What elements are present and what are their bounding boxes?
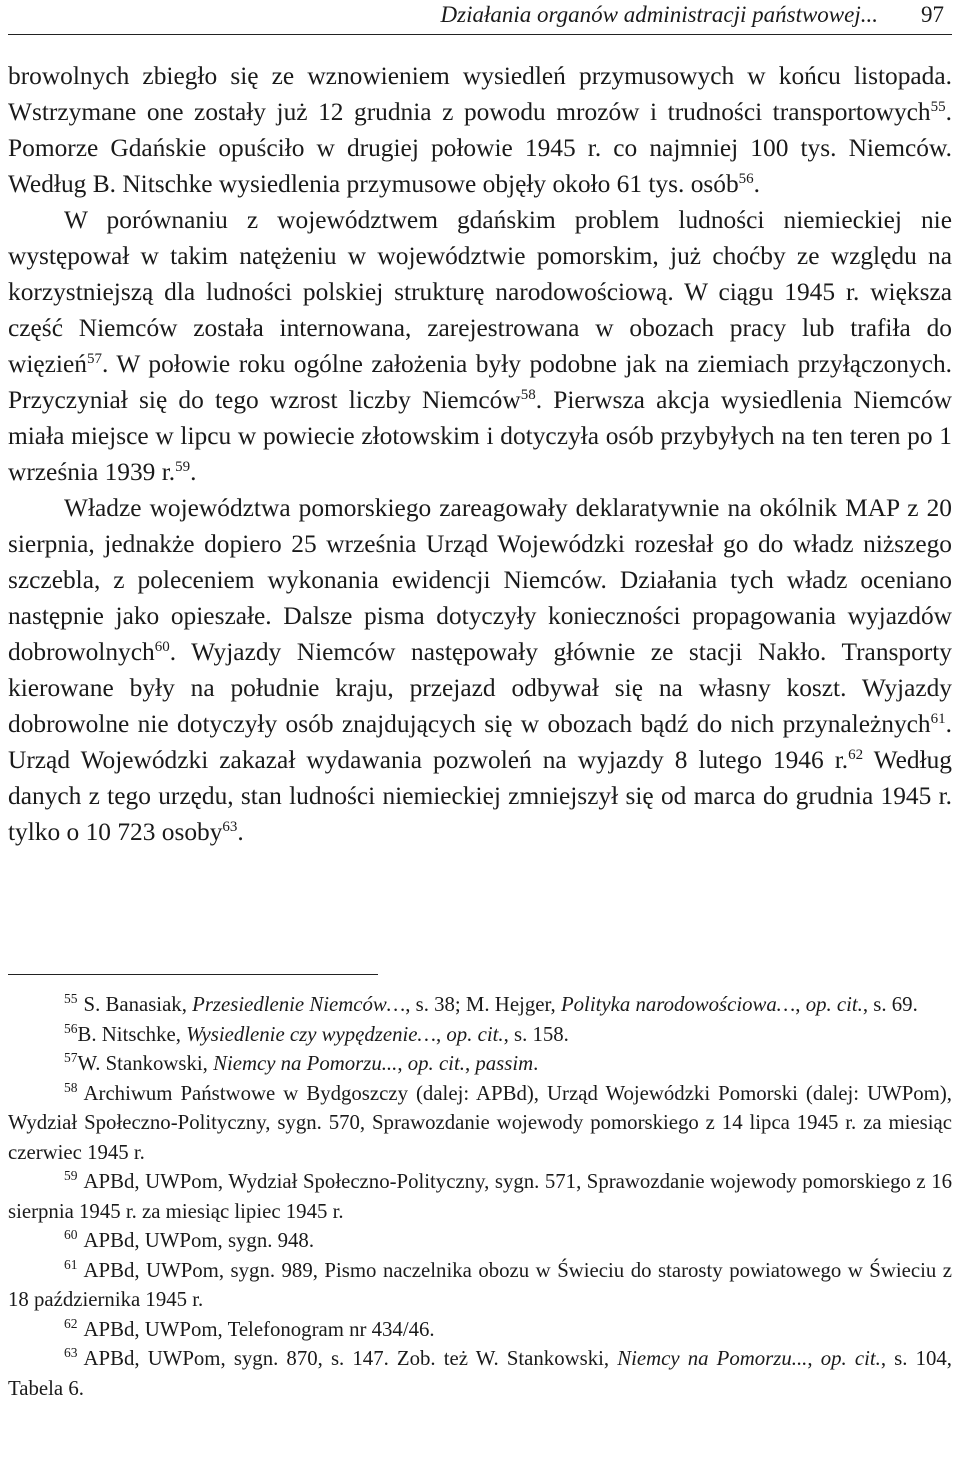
footnote-number: 60 xyxy=(64,1227,78,1242)
footnote-number: 61 xyxy=(64,1256,78,1272)
footnote-number: 59 xyxy=(64,1168,78,1183)
text-run: , xyxy=(435,1022,447,1046)
running-header xyxy=(8,0,952,35)
text-run: . xyxy=(237,818,244,846)
citation-abbrev: op. cit. xyxy=(805,993,863,1016)
footnote-57 xyxy=(8,1049,952,1079)
footnote-61 xyxy=(8,1256,952,1315)
text-run: . W połowie roku ogólne założenia były podobne jak na ziemiach przyłączonych. Przyczyniał się do tego wzrost liczby Niemców xyxy=(8,350,952,414)
footnote-ref-57: 57 xyxy=(86,351,102,367)
cited-title: Niemcy na Pomorzu... xyxy=(617,1347,808,1370)
text-run: . Urząd Wojewódzki zakazał wydawania pozwoleń na wyjazdy 8 lutego 1946 r. xyxy=(8,710,952,774)
cited-title: Wysiedlenie czy wypędzenie… xyxy=(186,1022,436,1046)
footnote-text: APBd, UWPom, Wydział Społeczno-Polityczny, sygn. 571, Sprawozdanie wojewody pomorskiego z 16 sierpnia 1945 r. za miesiąc lipiec 1945 r. xyxy=(8,1170,952,1223)
footnote-ref-63: 63 xyxy=(222,819,238,835)
footnote-number: 62 xyxy=(64,1315,78,1331)
cited-title: Polityka narodowościowa… xyxy=(560,993,796,1016)
footnote-text: APBd, UWPom, sygn. 948. xyxy=(83,1229,315,1252)
footnote-60 xyxy=(8,1226,952,1256)
text-run: , xyxy=(464,1052,476,1075)
page-number: 97 xyxy=(921,2,944,27)
footnote-separator xyxy=(8,974,378,975)
text-run: , xyxy=(397,1052,408,1075)
main-text xyxy=(8,58,952,850)
paragraph-2 xyxy=(8,202,952,490)
text-run: . Wyjazdy Niemców następowały głównie ze stacji Nakło. Transporty kierowane były na południe kraju, przejazd odbywał się na własny koszt. Wyjazdy dobrowolne nie dotyczyły osób znajdujących się w obozach bądź do nich przynależnych xyxy=(8,638,952,738)
text-run: . xyxy=(190,458,197,486)
text-run: browolnych zbiegło się ze wznowieniem wysiedleń przymusowych w końcu listopada. Wstrzymane one zostały już 12 grudnia z powodu mrozów i trudności transportowych xyxy=(8,62,952,126)
footnote-number: 55 xyxy=(64,991,78,1006)
text-run: . Pomorze Gdańskie opuściło w drugiej połowie 1945 r. co najmniej 100 tys. Niemców. Według B. Nitschke wysiedlenia przymusowe objęły około 61 tys. osób xyxy=(8,98,952,198)
citation-abbrev: op. cit. xyxy=(407,1052,465,1075)
footnote-text: APBd, UWPom, Telefonogram nr 434/46. xyxy=(83,1317,435,1341)
paragraph-1 xyxy=(8,58,952,202)
text-run: B. Nitschke, xyxy=(77,1022,187,1046)
text-run: . Pierwsza akcja wysiedlenia Niemców miała miejsce w lipcu w powiecie złotowskim i dotyczyła osób przybyłych na ten teren po 1 września 1939 r. xyxy=(8,386,952,486)
text-run: W. Stankowski, xyxy=(77,1052,214,1075)
footnote-ref-56: 56 xyxy=(738,171,754,187)
footnote-text: APBd, UWPom, sygn. 989, Pismo naczelnika obozu w Świeciu do starosty powiatowego w Świeciu z 18 października 1945 r. xyxy=(8,1258,952,1311)
citation-abbrev: passim xyxy=(475,1052,534,1075)
footnote-ref-61: 61 xyxy=(930,711,946,727)
footnote-55 xyxy=(8,990,952,1020)
footnote-ref-60: 60 xyxy=(154,639,170,655)
text-run: , xyxy=(807,1347,821,1370)
footnote-59 xyxy=(8,1167,952,1226)
citation-abbrev: op. cit. xyxy=(446,1022,504,1046)
text-run: , s. 158. xyxy=(503,1022,569,1046)
cited-title: Przesiedlenie Niemców… xyxy=(192,993,406,1016)
footnote-ref-58: 58 xyxy=(520,387,536,403)
text-run: . xyxy=(533,1052,539,1075)
text-run: Władze województwa pomorskiego zareagowały deklaratywnie na okólnik MAP z 20 sierpnia, jednakże dopiero 25 września Urząd Wojewódzki rozesłał go do władz niższego szczebla, z poleceniem wykonania ewidencji Niemców. Działania tych władz oceniano następnie jako opieszałe. Dalsze pisma dotyczyły konieczności propagowania wyjazdów dobrowolnych xyxy=(8,494,952,666)
footnote-63 xyxy=(8,1344,952,1403)
footnote-ref-55: 55 xyxy=(930,99,946,115)
text-run: . xyxy=(753,170,761,198)
text-run: Według danych z tego urzędu, stan ludności niemieckiej zmniejszył się od marca do grudnia 1945 r. tylko o 10 723 osoby xyxy=(8,746,952,846)
text-run: , s. 69. xyxy=(862,993,918,1016)
text-run: , xyxy=(795,993,806,1016)
cited-title: Niemcy na Pomorzu... xyxy=(213,1052,398,1075)
paragraph-3 xyxy=(8,490,952,850)
footnote-number: 56 xyxy=(64,1020,78,1036)
footnote-number: 57 xyxy=(64,1050,78,1065)
footnote-number: 63 xyxy=(64,1345,78,1360)
footnote-56 xyxy=(8,1020,952,1050)
text-run: , s. 104, Tabela 6. xyxy=(8,1347,952,1400)
footnote-ref-62: 62 xyxy=(848,747,864,763)
footnote-text: Archiwum Państwowe w Bydgoszczy (dalej: APBd), Urząd Wojewódzki Pomorski (dalej: UWPom), Wydział Społeczno-Polityczny, sygn. 570, Sprawozdanie wojewody pomorskiego z 14 lipca 1945 r. za miesiąc czerwiec 1945 r. xyxy=(8,1081,952,1164)
running-title: Działania organów administracji państwowej... xyxy=(440,2,878,27)
footnote-ref-59: 59 xyxy=(175,459,191,475)
footnote-number: 58 xyxy=(64,1079,78,1095)
text-run: APBd, UWPom, sygn. 870, s. 147. Zob. też W. Stankowski, xyxy=(83,1347,618,1370)
citation-abbrev: op. cit. xyxy=(820,1347,881,1370)
text-run: W porównaniu z województwem gdańskim problem ludności niemieckiej nie występował w takim natężeniu w województwie pomorskim, już choćby ze względu na korzystniejszą dla ludności polskiej strukturę narodowościową. W ciągu 1945 r. większa część Niemców została internowana, zarejestrowana w obozach pracy lub trafiła do więzień xyxy=(8,206,952,378)
footnote-58 xyxy=(8,1079,952,1168)
text-run: , s. 38; M. Hejger, xyxy=(405,993,561,1016)
footnotes xyxy=(8,990,952,1403)
text-run: S. Banasiak, xyxy=(83,993,193,1016)
footnote-62 xyxy=(8,1315,952,1345)
